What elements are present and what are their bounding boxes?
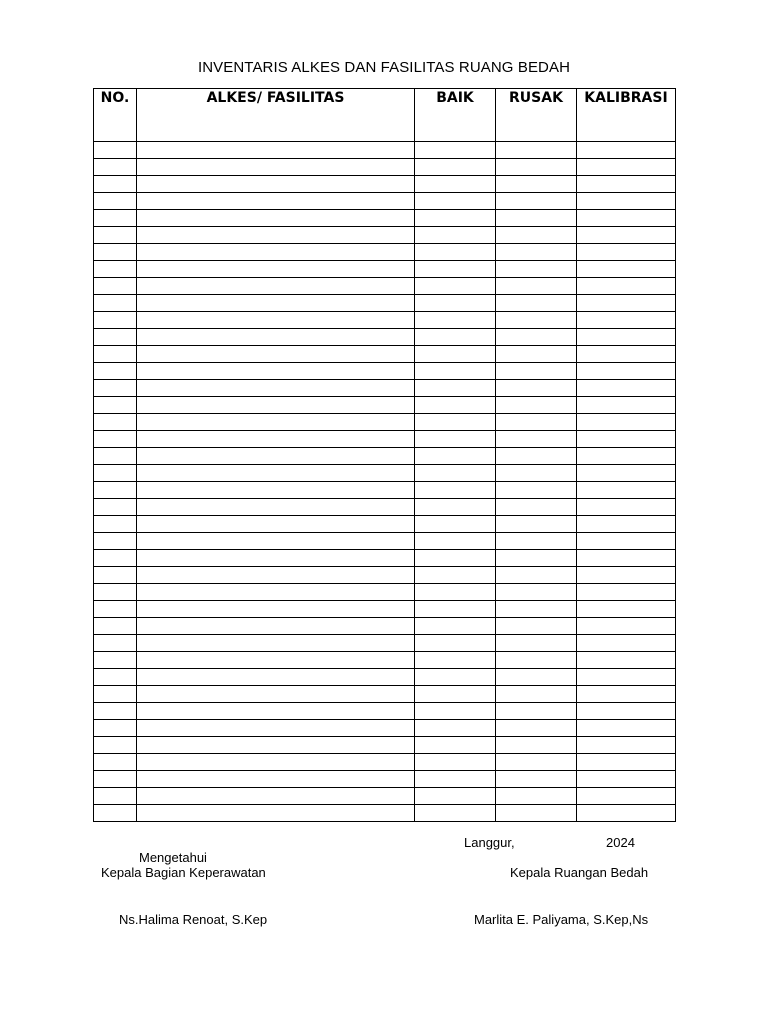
table-cell bbox=[137, 363, 415, 380]
table-cell bbox=[577, 227, 676, 244]
table-cell bbox=[415, 431, 496, 448]
table-cell bbox=[94, 380, 137, 397]
table-cell bbox=[577, 601, 676, 618]
table-cell bbox=[496, 550, 577, 567]
document-title: INVENTARIS ALKES DAN FASILITAS RUANG BEDAH bbox=[197, 59, 571, 76]
table-body bbox=[94, 142, 676, 822]
table-cell bbox=[94, 295, 137, 312]
header-no: NO. bbox=[94, 89, 137, 142]
year-label: 2024 bbox=[606, 835, 635, 850]
table-cell bbox=[94, 448, 137, 465]
table-cell bbox=[137, 227, 415, 244]
table-row bbox=[94, 550, 676, 567]
table-cell bbox=[137, 380, 415, 397]
table-cell bbox=[496, 686, 577, 703]
table-cell bbox=[577, 652, 676, 669]
table-cell bbox=[94, 278, 137, 295]
table-cell bbox=[577, 516, 676, 533]
table-cell bbox=[496, 618, 577, 635]
table-row bbox=[94, 176, 676, 193]
table-cell bbox=[496, 176, 577, 193]
table-cell bbox=[94, 431, 137, 448]
table-row bbox=[94, 754, 676, 771]
table-cell bbox=[577, 193, 676, 210]
table-cell bbox=[415, 771, 496, 788]
table-cell bbox=[496, 771, 577, 788]
table-cell bbox=[137, 431, 415, 448]
table-cell bbox=[415, 295, 496, 312]
table-cell bbox=[577, 397, 676, 414]
table-cell bbox=[577, 550, 676, 567]
table-cell bbox=[94, 754, 137, 771]
table-cell bbox=[415, 601, 496, 618]
table-cell bbox=[94, 465, 137, 482]
table-cell bbox=[577, 380, 676, 397]
table-cell bbox=[496, 737, 577, 754]
table-cell bbox=[577, 295, 676, 312]
table-row bbox=[94, 652, 676, 669]
table-cell bbox=[137, 533, 415, 550]
table-row bbox=[94, 669, 676, 686]
table-cell bbox=[496, 363, 577, 380]
table-cell bbox=[496, 431, 577, 448]
table-cell bbox=[496, 635, 577, 652]
table-row bbox=[94, 346, 676, 363]
table-cell bbox=[496, 278, 577, 295]
table-row bbox=[94, 159, 676, 176]
table-cell bbox=[137, 703, 415, 720]
table-cell bbox=[137, 584, 415, 601]
acknowledged-label: Mengetahui bbox=[139, 850, 207, 865]
table-cell bbox=[137, 176, 415, 193]
table-cell bbox=[137, 771, 415, 788]
table-cell bbox=[415, 346, 496, 363]
table-cell bbox=[496, 312, 577, 329]
table-cell bbox=[137, 346, 415, 363]
table-cell bbox=[94, 244, 137, 261]
table-cell bbox=[496, 499, 577, 516]
table-row bbox=[94, 414, 676, 431]
table-cell bbox=[94, 210, 137, 227]
table-cell bbox=[415, 278, 496, 295]
table-cell bbox=[415, 176, 496, 193]
table-cell bbox=[137, 465, 415, 482]
table-row bbox=[94, 142, 676, 159]
table-cell bbox=[137, 720, 415, 737]
table-cell bbox=[94, 312, 137, 329]
table-row bbox=[94, 278, 676, 295]
table-cell bbox=[137, 329, 415, 346]
table-cell bbox=[137, 397, 415, 414]
table-cell bbox=[415, 669, 496, 686]
table-cell bbox=[94, 669, 137, 686]
table-cell bbox=[415, 312, 496, 329]
table-cell bbox=[415, 618, 496, 635]
table-cell bbox=[137, 550, 415, 567]
table-row bbox=[94, 431, 676, 448]
table-cell bbox=[415, 754, 496, 771]
table-cell bbox=[94, 771, 137, 788]
table-cell bbox=[94, 363, 137, 380]
table-cell bbox=[496, 482, 577, 499]
table-cell bbox=[577, 431, 676, 448]
table-cell bbox=[496, 244, 577, 261]
table-cell bbox=[496, 414, 577, 431]
table-cell bbox=[137, 737, 415, 754]
table-cell bbox=[415, 550, 496, 567]
table-row bbox=[94, 805, 676, 822]
table-cell bbox=[496, 193, 577, 210]
table-cell bbox=[94, 516, 137, 533]
table-cell bbox=[137, 499, 415, 516]
header-item: ALKES/ FASILITAS bbox=[137, 89, 415, 142]
table-cell bbox=[94, 584, 137, 601]
table-cell bbox=[577, 618, 676, 635]
table-row bbox=[94, 703, 676, 720]
table-cell bbox=[94, 499, 137, 516]
table-cell bbox=[137, 295, 415, 312]
table-cell bbox=[577, 720, 676, 737]
table-cell bbox=[137, 142, 415, 159]
table-row bbox=[94, 295, 676, 312]
table-cell bbox=[496, 601, 577, 618]
table-cell bbox=[94, 618, 137, 635]
table-cell bbox=[94, 652, 137, 669]
table-cell bbox=[496, 142, 577, 159]
table-cell bbox=[137, 669, 415, 686]
table-cell bbox=[137, 261, 415, 278]
table-row bbox=[94, 499, 676, 516]
table-cell bbox=[577, 805, 676, 822]
table-cell bbox=[577, 210, 676, 227]
table-cell bbox=[137, 754, 415, 771]
table-cell bbox=[94, 261, 137, 278]
table-cell bbox=[415, 737, 496, 754]
table-cell bbox=[415, 244, 496, 261]
table-cell bbox=[415, 363, 496, 380]
table-cell bbox=[137, 414, 415, 431]
table-cell bbox=[415, 499, 496, 516]
table-cell bbox=[415, 261, 496, 278]
table-row bbox=[94, 686, 676, 703]
table-row bbox=[94, 533, 676, 550]
table-cell bbox=[94, 346, 137, 363]
table-cell bbox=[137, 618, 415, 635]
table-row bbox=[94, 771, 676, 788]
right-signatory-name: Marlita E. Paliyama, S.Kep,Ns bbox=[474, 912, 649, 927]
table-cell bbox=[94, 193, 137, 210]
table-row bbox=[94, 482, 676, 499]
place-label: Langgur, bbox=[464, 835, 515, 850]
table-cell bbox=[137, 448, 415, 465]
table-cell bbox=[496, 703, 577, 720]
table-cell bbox=[94, 703, 137, 720]
table-cell bbox=[415, 584, 496, 601]
table-cell bbox=[415, 686, 496, 703]
table-cell bbox=[415, 482, 496, 499]
table-cell bbox=[94, 550, 137, 567]
table-cell bbox=[415, 465, 496, 482]
table-row bbox=[94, 312, 676, 329]
table-cell bbox=[94, 176, 137, 193]
table-cell bbox=[415, 193, 496, 210]
table-row bbox=[94, 448, 676, 465]
table-cell bbox=[577, 142, 676, 159]
table-cell bbox=[496, 295, 577, 312]
table-cell bbox=[415, 159, 496, 176]
table-cell bbox=[577, 278, 676, 295]
table-cell bbox=[577, 567, 676, 584]
table-row bbox=[94, 601, 676, 618]
table-cell bbox=[415, 448, 496, 465]
table-cell bbox=[496, 652, 577, 669]
table-cell bbox=[415, 567, 496, 584]
table-cell bbox=[577, 159, 676, 176]
table-row bbox=[94, 210, 676, 227]
table-header-row bbox=[94, 89, 676, 142]
table-row bbox=[94, 720, 676, 737]
table-cell bbox=[94, 414, 137, 431]
table-cell bbox=[415, 227, 496, 244]
table-cell bbox=[577, 176, 676, 193]
table-row bbox=[94, 261, 676, 278]
table-cell bbox=[137, 210, 415, 227]
table-row bbox=[94, 380, 676, 397]
table-row bbox=[94, 465, 676, 482]
table-row bbox=[94, 635, 676, 652]
table-cell bbox=[496, 397, 577, 414]
table-cell bbox=[577, 329, 676, 346]
table-cell bbox=[137, 278, 415, 295]
table-cell bbox=[577, 533, 676, 550]
table-row bbox=[94, 516, 676, 533]
table-cell bbox=[415, 805, 496, 822]
table-row bbox=[94, 737, 676, 754]
table-cell bbox=[94, 482, 137, 499]
table-cell bbox=[496, 516, 577, 533]
table-row bbox=[94, 227, 676, 244]
table-cell bbox=[94, 788, 137, 805]
table-cell bbox=[415, 210, 496, 227]
table-cell bbox=[415, 397, 496, 414]
table-cell bbox=[94, 159, 137, 176]
table-cell bbox=[137, 805, 415, 822]
table-row bbox=[94, 567, 676, 584]
table-cell bbox=[137, 193, 415, 210]
inventory-table bbox=[93, 88, 676, 822]
table-cell bbox=[496, 210, 577, 227]
table-cell bbox=[577, 448, 676, 465]
table-cell bbox=[577, 584, 676, 601]
table-cell bbox=[415, 788, 496, 805]
table-cell bbox=[496, 346, 577, 363]
table-row bbox=[94, 244, 676, 261]
table-cell bbox=[415, 142, 496, 159]
table-cell bbox=[94, 686, 137, 703]
table-cell bbox=[496, 567, 577, 584]
table-cell bbox=[577, 669, 676, 686]
table-cell bbox=[496, 754, 577, 771]
table-cell bbox=[137, 482, 415, 499]
table-cell bbox=[415, 720, 496, 737]
table-cell bbox=[94, 635, 137, 652]
table-cell bbox=[577, 482, 676, 499]
table-cell bbox=[577, 261, 676, 278]
left-signatory-name: Ns.Halima Renoat, S.Kep bbox=[119, 912, 268, 927]
table-cell bbox=[496, 329, 577, 346]
table-cell bbox=[496, 788, 577, 805]
table-row bbox=[94, 788, 676, 805]
table-cell bbox=[577, 499, 676, 516]
table-cell bbox=[577, 244, 676, 261]
table-cell bbox=[415, 533, 496, 550]
table-cell bbox=[496, 261, 577, 278]
table-cell bbox=[577, 635, 676, 652]
right-position-label: Kepala Ruangan Bedah bbox=[510, 865, 649, 880]
table-cell bbox=[137, 686, 415, 703]
header-broken: RUSAK bbox=[496, 89, 577, 142]
table-cell bbox=[415, 329, 496, 346]
table-cell bbox=[137, 635, 415, 652]
table-cell bbox=[496, 448, 577, 465]
table-cell bbox=[94, 567, 137, 584]
table-cell bbox=[94, 142, 137, 159]
table-cell bbox=[577, 788, 676, 805]
table-cell bbox=[415, 380, 496, 397]
table-cell bbox=[94, 720, 137, 737]
table-cell bbox=[496, 465, 577, 482]
table-cell bbox=[415, 703, 496, 720]
table-cell bbox=[577, 363, 676, 380]
table-cell bbox=[94, 397, 137, 414]
table-cell bbox=[577, 703, 676, 720]
table-cell bbox=[94, 601, 137, 618]
table-cell bbox=[415, 635, 496, 652]
table-cell bbox=[415, 516, 496, 533]
table-cell bbox=[94, 805, 137, 822]
table-cell bbox=[415, 414, 496, 431]
table-cell bbox=[577, 737, 676, 754]
table-cell bbox=[137, 652, 415, 669]
table-cell bbox=[577, 465, 676, 482]
table-cell bbox=[415, 652, 496, 669]
table-row bbox=[94, 397, 676, 414]
table-cell bbox=[577, 686, 676, 703]
table-cell bbox=[496, 720, 577, 737]
table-cell bbox=[137, 567, 415, 584]
table-cell bbox=[496, 380, 577, 397]
table-cell bbox=[94, 227, 137, 244]
table-cell bbox=[496, 669, 577, 686]
table-cell bbox=[577, 754, 676, 771]
table-cell bbox=[137, 159, 415, 176]
table-row bbox=[94, 618, 676, 635]
header-calibration: KALIBRASI bbox=[577, 89, 676, 142]
table-cell bbox=[496, 159, 577, 176]
table-cell bbox=[577, 771, 676, 788]
table-cell bbox=[137, 312, 415, 329]
table-row bbox=[94, 329, 676, 346]
table-row bbox=[94, 584, 676, 601]
table-cell bbox=[496, 584, 577, 601]
table-cell bbox=[137, 788, 415, 805]
table-cell bbox=[94, 329, 137, 346]
table-cell bbox=[496, 805, 577, 822]
table-cell bbox=[137, 601, 415, 618]
table-cell bbox=[94, 737, 137, 754]
table-cell bbox=[137, 516, 415, 533]
left-position-label: Kepala Bagian Keperawatan bbox=[101, 865, 266, 880]
table-cell bbox=[496, 227, 577, 244]
table-cell bbox=[577, 414, 676, 431]
table-cell bbox=[577, 346, 676, 363]
table-cell bbox=[94, 533, 137, 550]
header-good: BAIK bbox=[415, 89, 496, 142]
table-cell bbox=[137, 244, 415, 261]
table-cell bbox=[496, 533, 577, 550]
table-cell bbox=[577, 312, 676, 329]
table-row bbox=[94, 193, 676, 210]
table-row bbox=[94, 363, 676, 380]
